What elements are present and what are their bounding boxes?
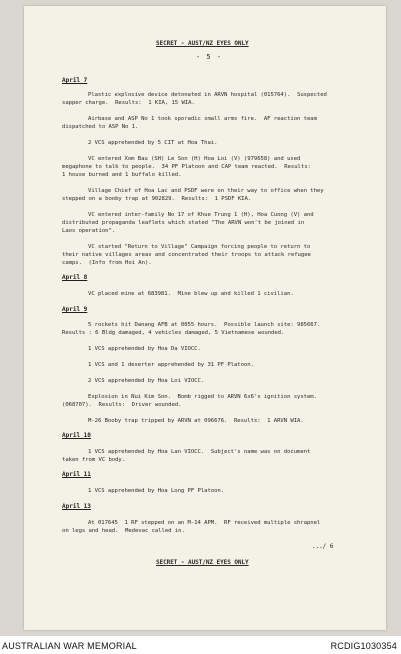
paragraph-line: 5 rockets hit Danang AFB at 0055 hours. Possible launch site: 985667. xyxy=(88,322,321,328)
paragraph-line: 1 VCS and 1 deserter apprehended by 31 PF Platoon. xyxy=(88,362,254,368)
date-heading: April 9 xyxy=(62,306,88,313)
paragraph-line: VC started "Return to Village" Campaign forcing people to return to xyxy=(88,244,311,250)
paragraph-line: 1 VCS apprehended by Hoa Lan VIOCC. Subject's name was on document xyxy=(88,449,311,455)
paragraph-line: (068707). Results: Driver wounded. xyxy=(62,402,182,408)
paragraph-line: M-26 Booby trap tripped by ARVN at 096676. Results: 1 ARVN WIA. xyxy=(88,418,304,424)
paragraph-line: 1 VCS apprehended by Hoa Da VIOCC. xyxy=(88,346,201,352)
paragraph-line: dispatched to ASP No 1. xyxy=(62,124,139,130)
paragraph-line: VC entered inter-family No 17 of Khue Trung 1 (H), Hoa Cuong (V) and xyxy=(88,212,314,218)
paragraph-line: taken from VC body. xyxy=(62,457,126,463)
paragraph-line: 1 VCS apprehended by Hoa Long PF Platoon. xyxy=(88,488,225,494)
paragraph-line: 1 house burned and 1 buffalo killed. xyxy=(62,172,182,178)
classification-footer: SECRET - AUST/NZ EYES ONLY xyxy=(156,559,249,566)
paragraph-line: 2 VCS apprehended by Hoa Loi VIOCC. xyxy=(88,378,205,384)
paragraph-line: stepped on a booby trap at 902829. Results: 1 PSDF KIA. xyxy=(62,196,252,202)
record-id: RCDIG1030354 xyxy=(330,641,397,651)
paragraph-line: sapper charge. Results: 1 KIA, 15 WIA. xyxy=(62,100,195,106)
page-number: - 5 - xyxy=(196,53,223,61)
paragraph-line: VC placed mine at 683981. Mine blew up and killed 1 civilian. xyxy=(88,291,294,297)
paragraph-line: Laos operation". xyxy=(62,228,116,234)
paragraph-line: on legs and head. Medevac called in. xyxy=(62,528,185,534)
paragraph-line: Results : 6 Bldg damaged, 4 vehicles damaged, 5 Vietnamese wounded. xyxy=(62,330,285,336)
paragraph-line: VC entered Xom Bau (SH) Le Son (H) Hoa Loi (V) (979658) and used xyxy=(88,156,301,162)
date-heading: April 8 xyxy=(62,274,88,281)
date-heading: April 10 xyxy=(62,432,91,439)
classification-header: SECRET - AUST/NZ EYES ONLY xyxy=(156,40,249,47)
continuation-marker: .../ 6 xyxy=(312,543,334,550)
paragraph-line: Airbase and ASP No 1 took sporadic small arms fire. AF reaction team xyxy=(88,116,317,122)
date-heading: April 11 xyxy=(62,471,91,478)
paragraph-line: At 017645 1 RF stepped on an M-14 APM. RF received multiple shrapnel xyxy=(88,520,321,526)
paragraph-line: Plastic explosive device detonated in ARVN hospital (015764). Suspected xyxy=(88,92,327,98)
paragraph-line: 2 VCS apprehended by 5 CIT at Hoa Thai. xyxy=(88,140,218,146)
paragraph-line: camps. (Info from Hoi An). xyxy=(62,260,152,266)
date-heading: April 13 xyxy=(62,503,91,510)
date-heading: April 7 xyxy=(62,77,88,84)
paragraph-line: their native villages areas and concentrated their troops to attack refugee xyxy=(62,252,311,258)
paragraph-line: distributed propaganda leaflets which stated "The ARVN won't be joined in xyxy=(62,220,305,226)
archive-footer xyxy=(0,637,401,654)
paragraph-line: megaphone to talk to people. 34 PF Platoon and CAP team reacted. Results: xyxy=(62,164,311,170)
paragraph-line: Explosion in Nui Kim Son. Bomb rigged to ARVN 6x6's ignition system. xyxy=(88,394,317,400)
institution-name: AUSTRALIAN WAR MEMORIAL xyxy=(2,641,137,651)
paragraph-line: Village Chief of Hoa Lac and PSDF were on their way to office when they xyxy=(88,188,324,194)
